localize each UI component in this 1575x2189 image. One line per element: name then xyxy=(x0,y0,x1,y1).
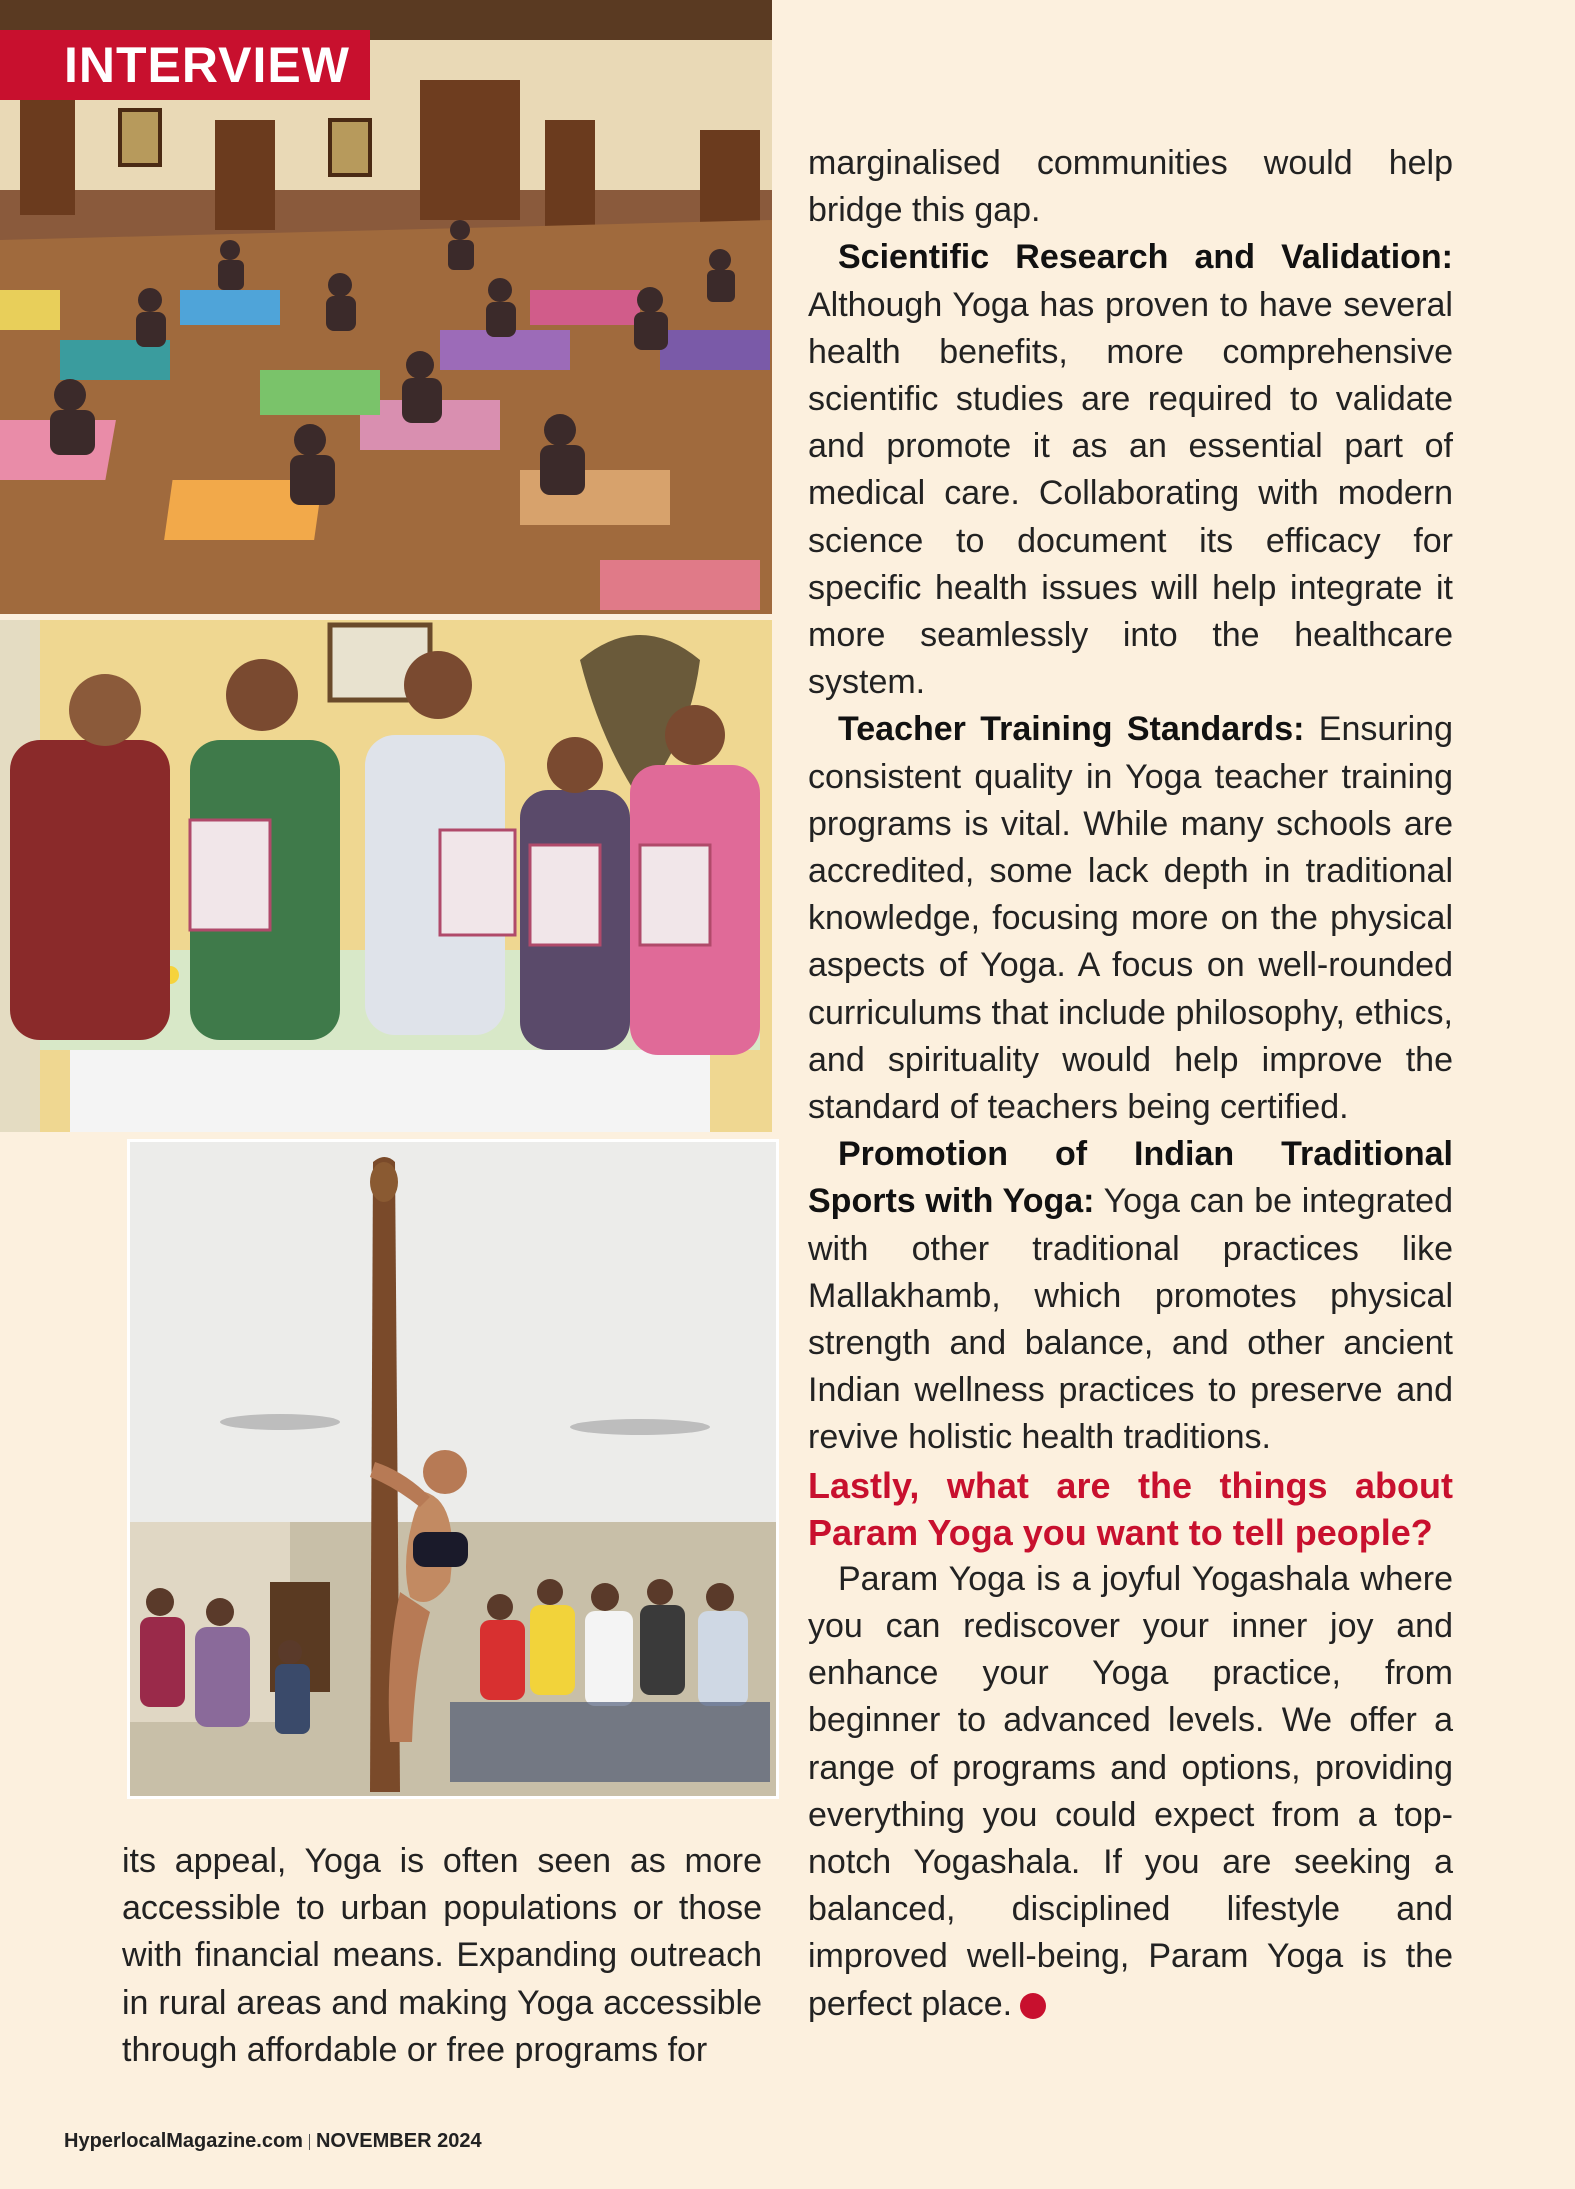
photo-magazine-launch xyxy=(0,620,772,1132)
left-text-column xyxy=(122,1838,762,2074)
paragraph-continuation: marginalised communities would help bridge this gap. xyxy=(808,144,1453,230)
heading-research: Scientific Research and Validation: xyxy=(838,238,1453,277)
footer-issue: NOVEMBER 2024 xyxy=(315,2130,482,2152)
text-teacher-training: Ensuring consistent quality in Yoga teacher training programs is vital. While many schools are accredited, some lack depth in traditional knowledge, focusing more on the physical aspects of Yoga. A focus on well-rounded curriculums that include philosophy, ethics, and spirituality would help improve the standard of teachers being certified. xyxy=(808,710,1453,1127)
end-mark-icon xyxy=(1020,1993,1046,2019)
footer-separator xyxy=(309,2134,310,2150)
paragraph-research xyxy=(808,234,1453,706)
text-research: Although Yoga has proven to have several health benefits, more comprehensive scientific studies are required to validate and promote it as an essential part of medical care. Collaborating with modern science to document its efficacy for specific health issues will help integrate it more seamlessly into the healthcare system. xyxy=(808,285,1453,702)
interview-question: Lastly, what are the things about Param Yoga you want to tell people? xyxy=(808,1464,1453,1553)
paragraph-outreach: its appeal, Yoga is often seen as more accessible to urban populations or those with financial means. Expanding outreach in rural areas and making Yoga accessible through affordable or free programs for xyxy=(122,1842,762,2069)
interview-answer xyxy=(808,1556,1453,2028)
answer-text: Param Yoga is a joyful Yogashala where you can rediscover your inner joy and enhance your Yoga practice, from beginner to advanced levels. We offer a range of programs and options, providing everything you could expect from a top-notch Yogashala. If you are seeking a balanced, disciplined lifestyle and improved well-being, Param Yoga is the perfect place. xyxy=(808,1559,1453,2023)
footer-site: HyperlocalMagazine.com xyxy=(64,2130,303,2152)
photo-mallakhamb-demo xyxy=(130,1142,776,1796)
heading-traditional-sports: Promotion of Indian Traditional Sports with Yoga: xyxy=(808,1135,1453,1221)
page-footer xyxy=(64,2130,482,2153)
section-tag: INTERVIEW xyxy=(0,30,370,100)
right-text-column xyxy=(808,140,1453,2028)
paragraph-teacher-training xyxy=(808,706,1453,1131)
text-traditional-sports: Yoga can be integrated with other traditional practices like Mallakhamb, which promotes physical strength and balance, and other ancient Indian wellness practices to preserve and revive holistic health traditions. xyxy=(808,1182,1453,1457)
paragraph-traditional-sports xyxy=(808,1131,1453,1461)
heading-teacher-training: Teacher Training Standards: xyxy=(838,710,1305,749)
